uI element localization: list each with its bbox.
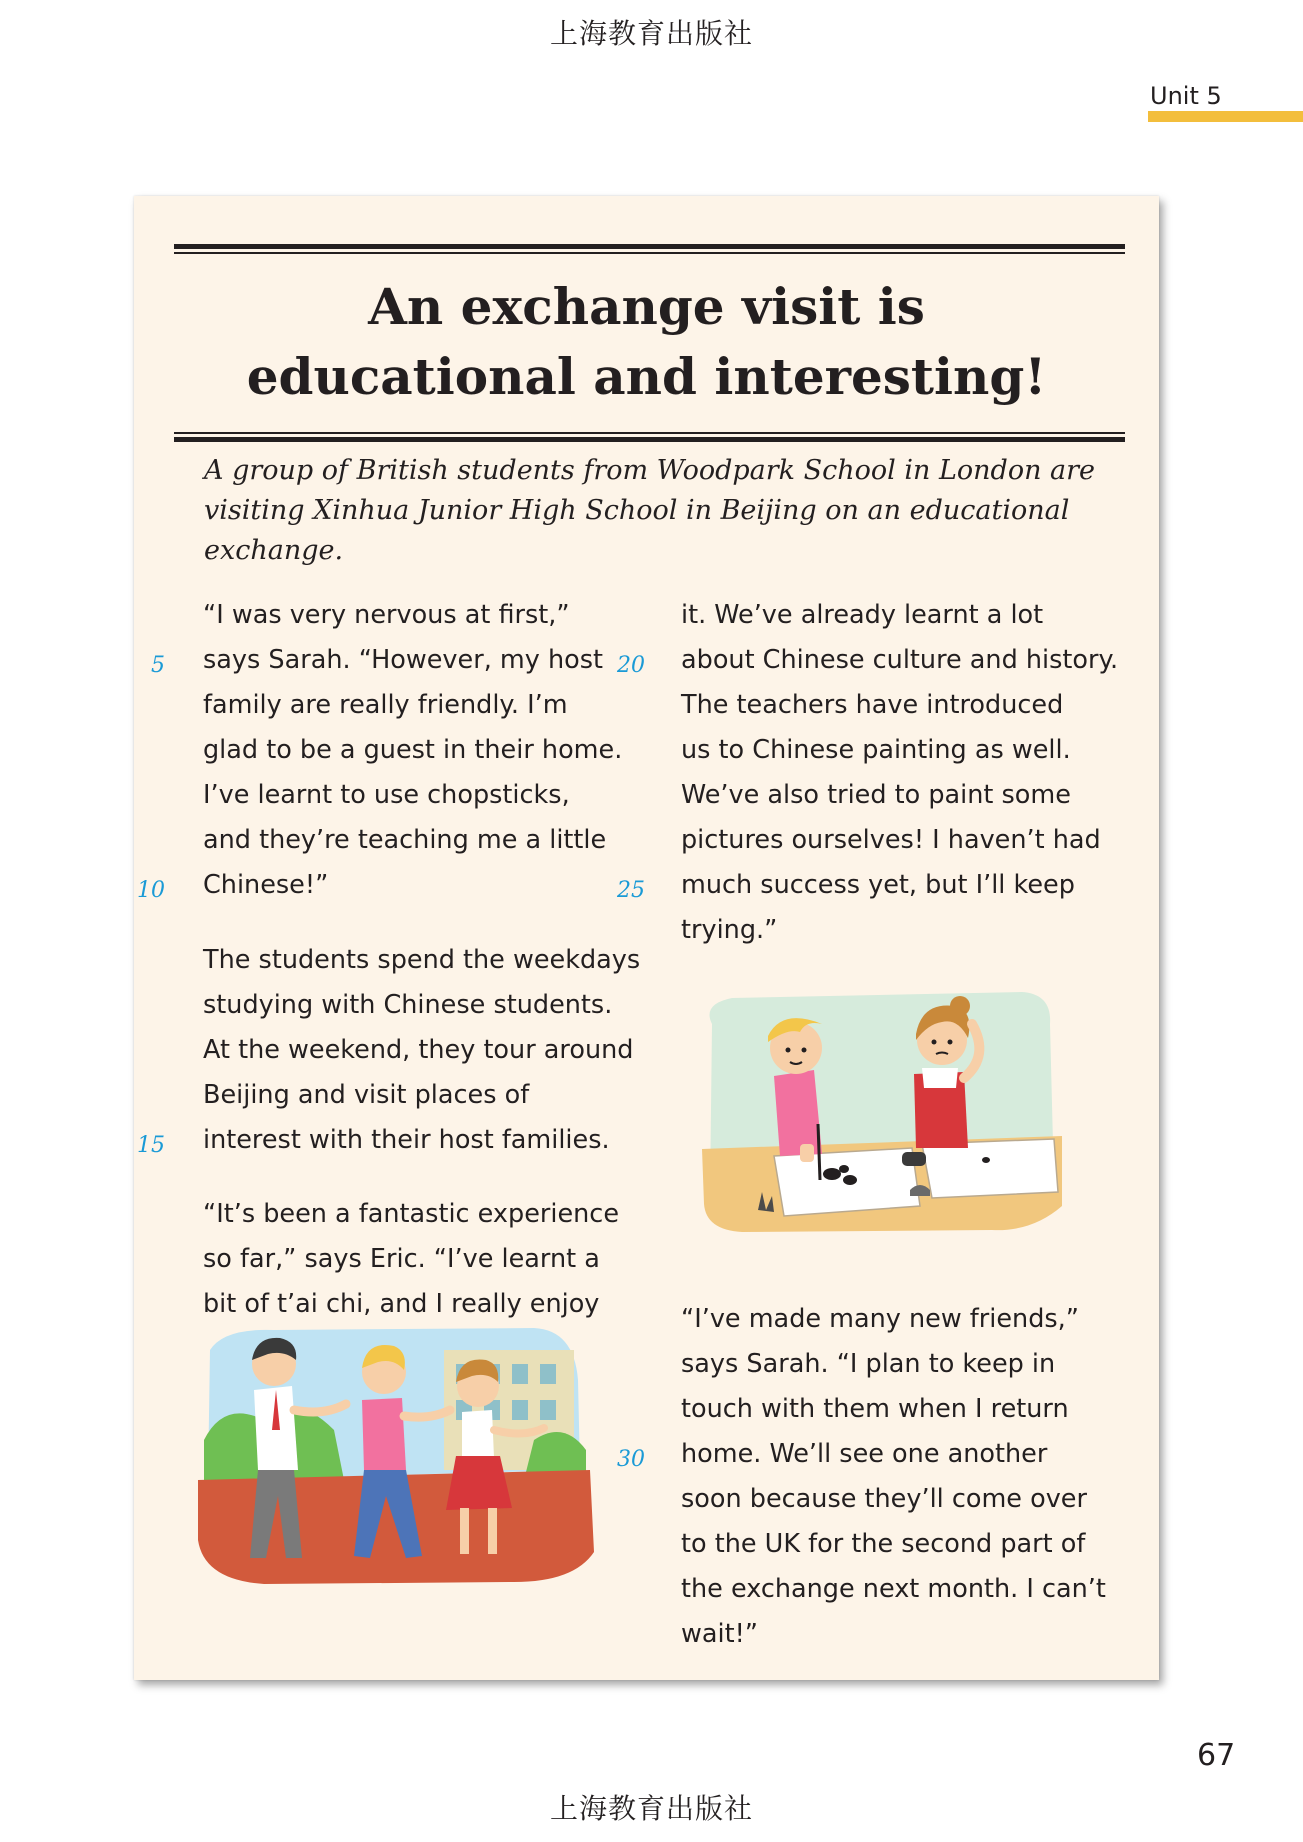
publisher-header: 上海教育出版社 — [549, 17, 753, 50]
unit-label: Unit 5 — [1150, 82, 1222, 110]
left-column-line: Chinese!” — [203, 870, 329, 900]
right-column-line: to the UK for the second part of — [681, 1529, 1086, 1559]
right-column-line: soon because they’ll come over — [681, 1484, 1087, 1514]
right-column-line: touch with them when I return — [681, 1394, 1069, 1424]
right-column-line: says Sarah. “I plan to keep in — [681, 1349, 1056, 1379]
left-column-line: “I was very nervous at first,” — [203, 600, 570, 630]
article-title-line-1: An exchange visit is — [368, 277, 925, 336]
intro-line: A group of British students from Woodpark School in London are — [204, 455, 1096, 486]
article-intro — [204, 451, 1104, 571]
title-rule-top-thick — [174, 244, 1125, 249]
right-column-line: it. We’ve already learnt a lot — [681, 600, 1044, 630]
intro-line: visiting Xinhua Junior High School in Beijing on an educational — [204, 495, 1070, 526]
painting-illustration — [702, 984, 1062, 1234]
article-title-line-2: educational and interesting! — [246, 347, 1047, 406]
right-column-line: trying.” — [681, 915, 778, 945]
right-column-line: us to Chinese painting as well. — [681, 735, 1071, 765]
line-number-25: 25 — [617, 878, 645, 903]
left-column-line: so far,” says Eric. “I’ve learnt a — [203, 1244, 600, 1274]
right-column-line: The teachers have introduced — [681, 690, 1064, 720]
line-number-30: 30 — [617, 1447, 645, 1472]
left-column-line: At the weekend, they tour around — [203, 1035, 634, 1065]
left-column-line: family are really friendly. I’m — [203, 690, 568, 720]
page-number: 67 — [1197, 1738, 1236, 1773]
left-column-line: “It’s been a fantastic experience — [203, 1199, 620, 1229]
right-column-line: We’ve also tried to paint some — [681, 780, 1071, 810]
right-column-line: much success yet, but I’ll keep — [681, 870, 1075, 900]
line-number-15: 15 — [137, 1133, 165, 1158]
unit-accent-bar — [1148, 111, 1303, 122]
left-column-line: I’ve learnt to use chopsticks, — [203, 780, 570, 810]
line-number-5: 5 — [151, 653, 165, 678]
left-column-line: Beijing and visit places of — [203, 1080, 530, 1110]
left-column-line: interest with their host families. — [203, 1125, 610, 1155]
publisher-footer: 上海教育出版社 — [549, 1792, 753, 1825]
title-rule-bottom-thick — [174, 437, 1125, 442]
line-number-10: 10 — [137, 878, 165, 903]
right-column-line: “I’ve made many new friends,” — [681, 1304, 1079, 1334]
left-column-line: The students spend the weekdays — [203, 945, 641, 975]
right-column-line: about Chinese culture and history. — [681, 645, 1119, 675]
article-card — [134, 196, 1159, 1680]
right-column-line: wait!” — [681, 1619, 758, 1649]
left-column-line: glad to be a guest in their home. — [203, 735, 623, 765]
left-column-line: studying with Chinese students. — [203, 990, 613, 1020]
right-column-line: the exchange next month. I can’t — [681, 1574, 1106, 1604]
title-rule-bottom-thin — [174, 432, 1125, 434]
left-column-line: says Sarah. “However, my host — [203, 645, 603, 675]
title-rule-top-thin — [174, 252, 1125, 254]
tai-chi-illustration — [194, 1320, 594, 1585]
intro-line: exchange. — [204, 535, 344, 566]
left-column-line: bit of t’ai chi, and I really enjoy — [203, 1289, 600, 1319]
right-column-line: home. We’ll see one another — [681, 1439, 1048, 1469]
line-number-20: 20 — [617, 653, 645, 678]
right-column-line: pictures ourselves! I haven’t had — [681, 825, 1101, 855]
article-title — [134, 272, 1159, 412]
left-column-line: and they’re teaching me a little — [203, 825, 607, 855]
